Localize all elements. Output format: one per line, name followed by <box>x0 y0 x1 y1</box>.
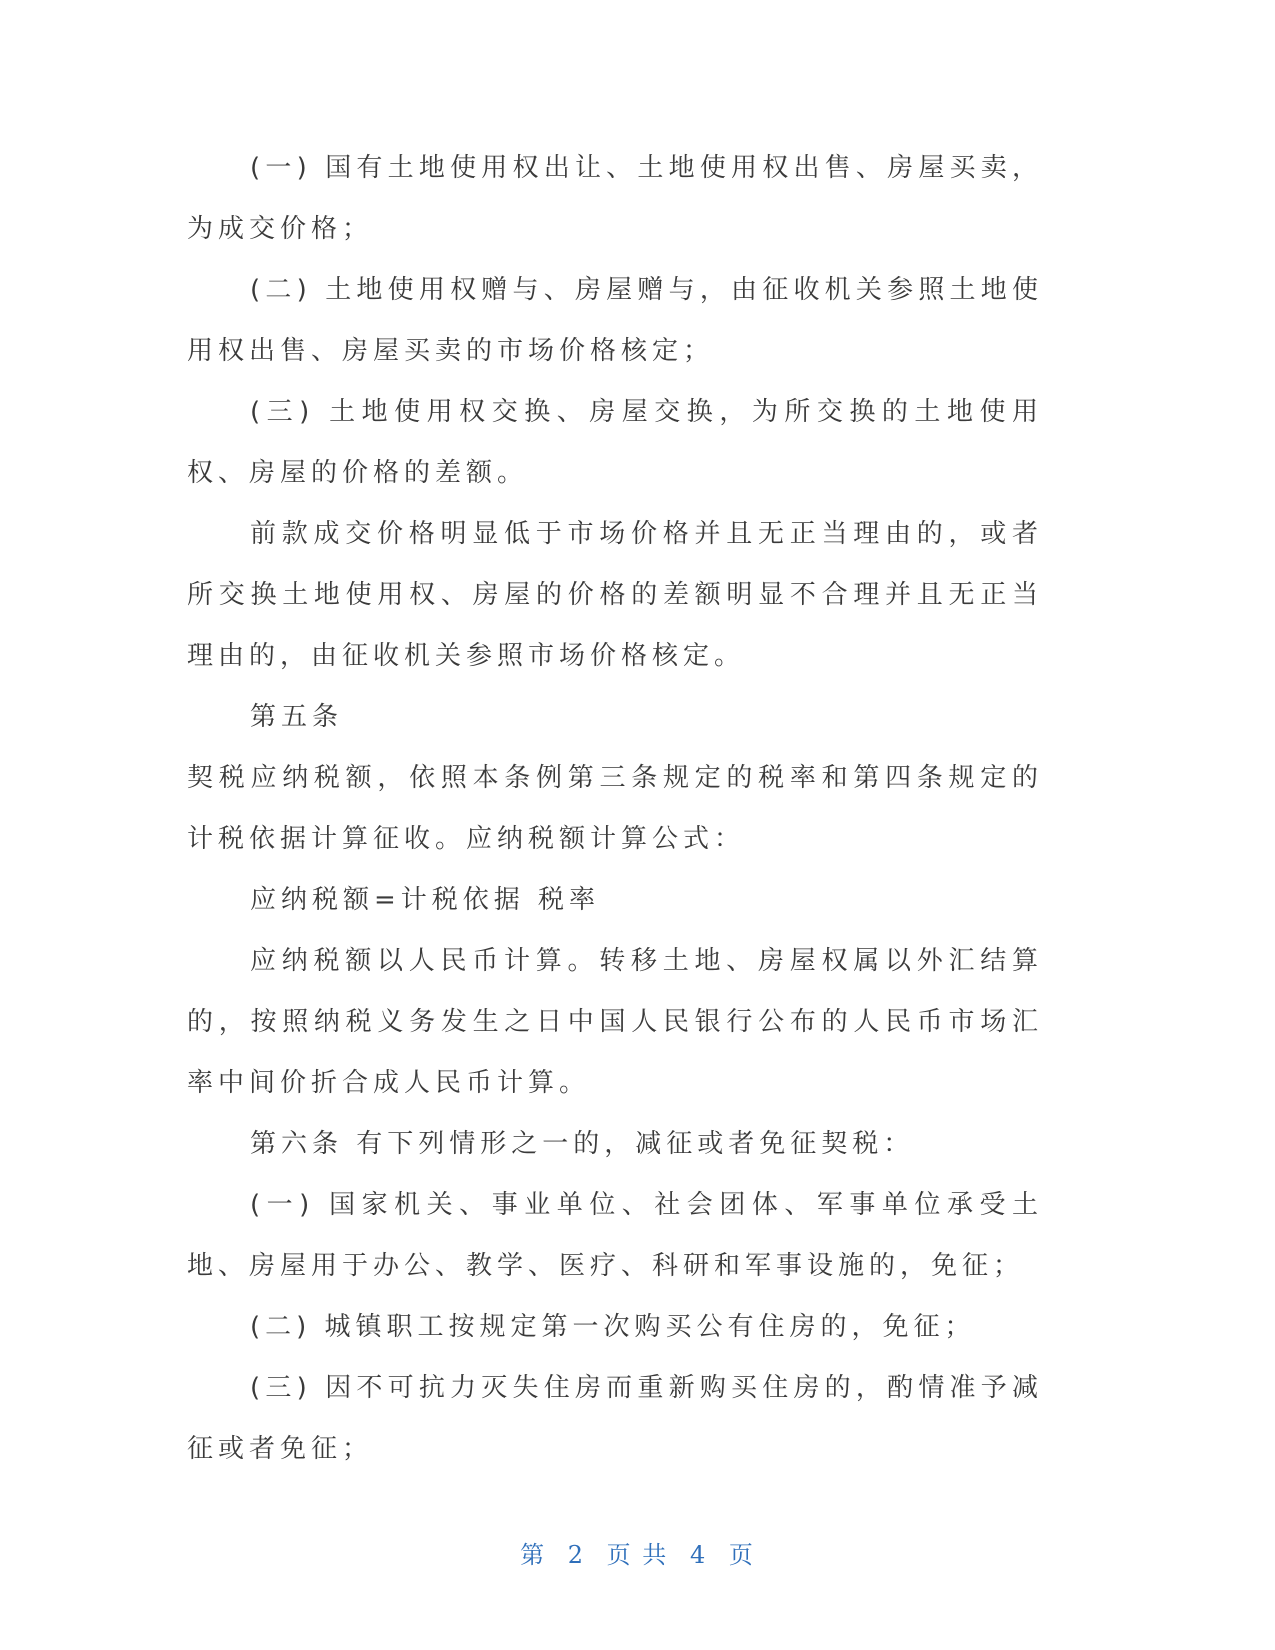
paragraph-6: 契税应纳税额，依照本条例第三条规定的税率和第四条规定的计税依据计算征收。应纳税额计算公式： <box>187 763 1043 854</box>
paragraph-11: (二) 城镇职工按规定第一次购买公有住房的，免征； <box>250 1312 976 1342</box>
article-heading-5: 第五条 <box>250 702 344 732</box>
paragraph-10: (一) 国家机关、事业单位、社会团体、军事单位承受土地、房屋用于办公、教学、医疗、科研和军事设施的，免征； <box>187 1190 1043 1281</box>
footer-page-number: 2 <box>567 1541 586 1569</box>
paragraph-8: 应纳税额以人民币计算。转移土地、房屋权属以外汇结算的，按照纳税义务发生之日中国人民银行公布的人民币市场汇率中间价折合成人民币计算。 <box>187 946 1043 1098</box>
paragraph-2: (二) 土地使用权赠与、房屋赠与，由征收机关参照土地使用权出售、房屋买卖的市场价格核定； <box>187 275 1043 366</box>
paragraph-1: (一) 国有土地使用权出让、土地使用权出售、房屋买卖，为成交价格； <box>187 153 1043 244</box>
footer-prefix: 第 <box>520 1541 547 1569</box>
page-footer <box>0 1535 1275 1570</box>
footer-middle: 页 共 <box>606 1541 669 1569</box>
paragraph-3: (三) 土地使用权交换、房屋交换，为所交换的土地使用权、房屋的价格的差额。 <box>187 397 1043 488</box>
paragraph-12: (三) 因不可抗力灭失住房而重新购买住房的，酌情准予减征或者免征； <box>187 1373 1043 1464</box>
footer-suffix: 页 <box>728 1541 755 1569</box>
article-heading-6: 第六条 有下列情形之一的，减征或者免征契税： <box>250 1129 915 1159</box>
footer-total-pages: 4 <box>689 1541 708 1569</box>
document-body <box>187 138 1043 1480</box>
paragraph-4: 前款成交价格明显低于市场价格并且无正当理由的，或者所交换土地使用权、房屋的价格的差额明显不合理并且无正当理由的，由征收机关参照市场价格核定。 <box>187 519 1043 671</box>
formula-line: 应纳税额=计税依据 税率 <box>250 885 601 915</box>
